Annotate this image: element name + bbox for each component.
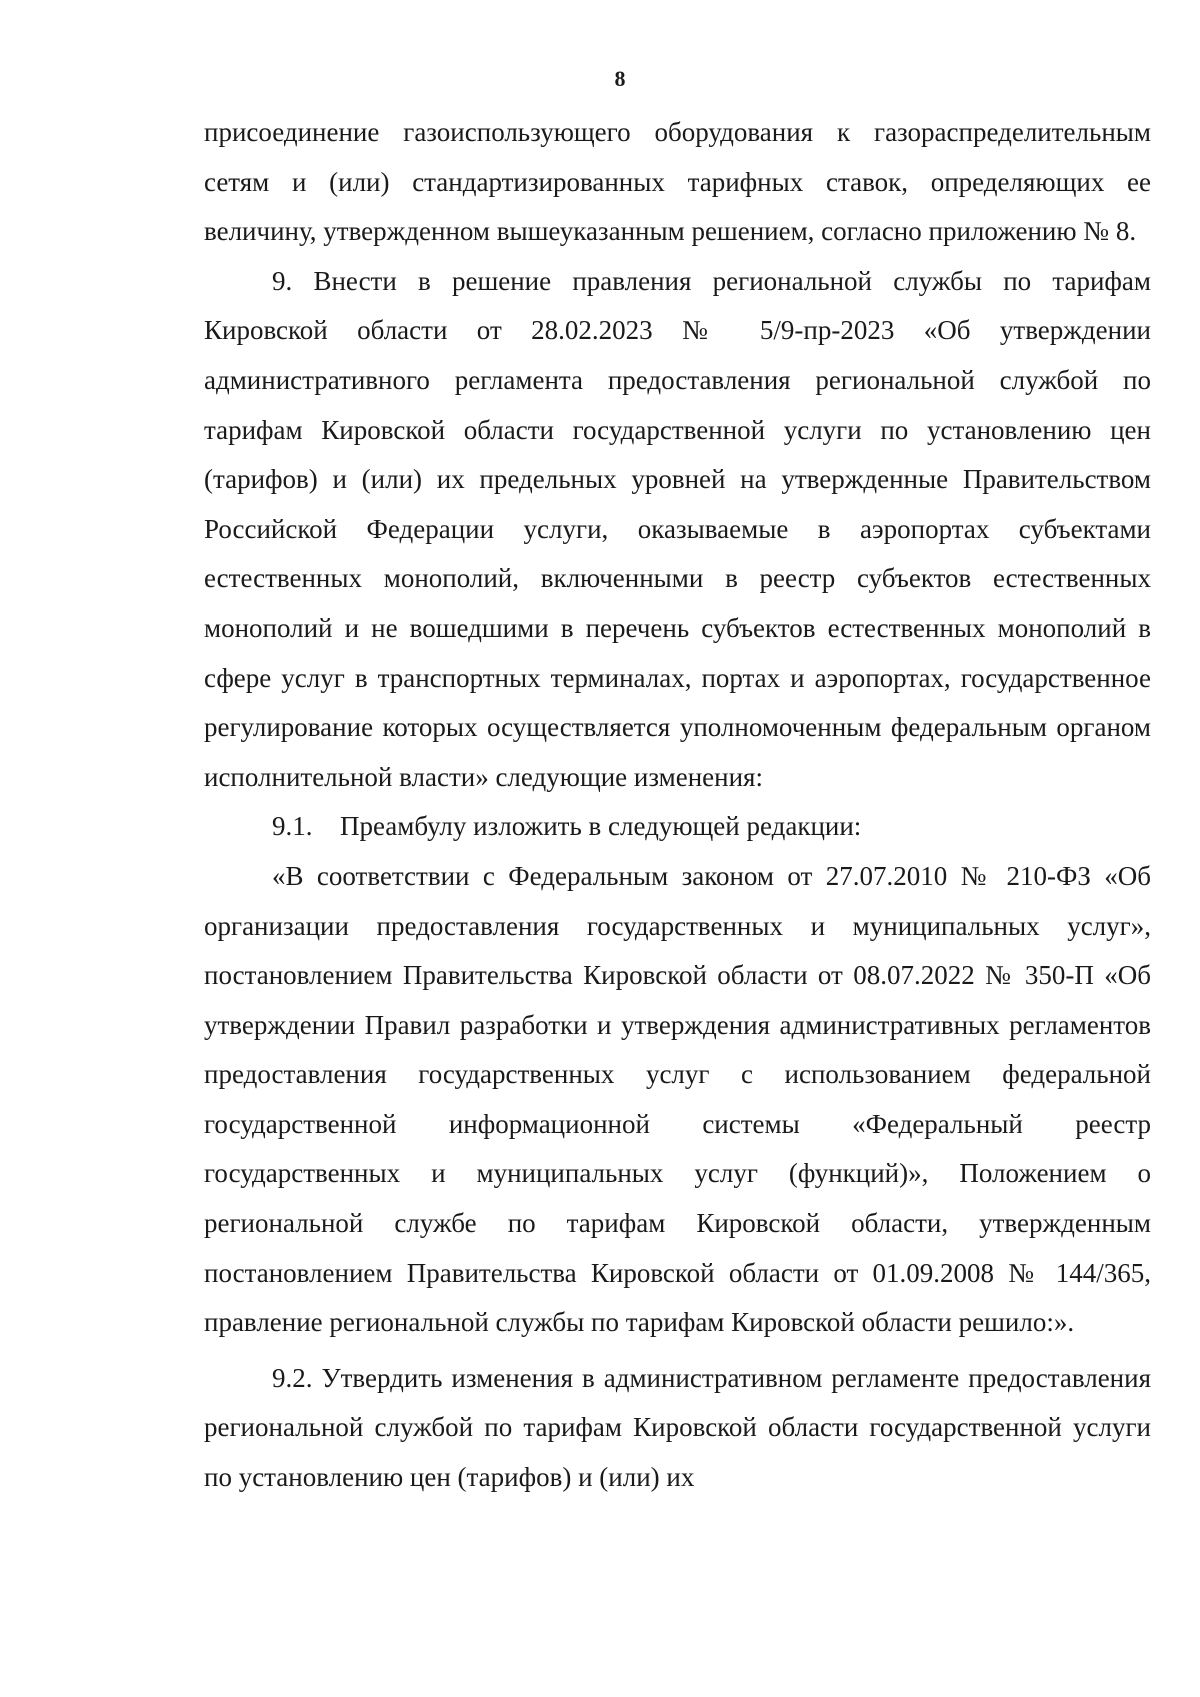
item-number-9-1: 9.1. <box>272 811 313 842</box>
paragraph-9: 9. Внести в решение правления региональной службы по тарифам Кировской области от 28.02.2023 № 5/9-пр-2023 «Об утверждении административного регламента предоставления региональной службой по тарифам Кировской области государственной услуги по установлению цен (тарифов) и (или) их предельных уровней на утвержденные Правительством Российской Федерации услуги, оказываемые в аэропортах субъектами естественных монополий, включенными в реестр субъектов естественных монополий и не вошедшими в перечень субъектов естественных монополий в сфере услуг в транспортных терминалах, портах и аэропортах, государственное регулирование которых осуществляется уполномоченным федеральным органом исполнительной власти» следующие изменения: <box>204 265 1151 792</box>
paragraph-9-1 <box>204 802 1151 852</box>
document-body <box>204 108 1151 1503</box>
paragraph-preamble: «В соответствии с Федеральным законом от 27.07.2010 № 210-ФЗ «Об организации предоставления государственных и муниципальных услуг», постановлением Правительства Кировской области от 08.07.2022 № 350-П «Об утверждении Правил разработки и утверждения административных регламентов предоставления государственных услуг с использованием федеральной государственной информационной системы «Федеральный реестр государственных и муниципальных услуг (функций)», Положением о региональной службе по тарифам Кировской области, утвержденным постановлением Правительства Кировской области от 01.09.2008 № 144/365, правление региональной службы по тарифам Кировской области решило:». <box>204 860 1151 1338</box>
paragraph-continuation: присоединение газоиспользующего оборудования к газораспределительным сетям и (или) стандартизированных тарифных ставок, определяющих ее величину, утвержденном вышеуказанным решением, согласно приложению № 8. <box>204 117 1151 247</box>
item-text-9-1: Преамбулу изложить в следующей редакции: <box>340 811 862 842</box>
item-text-9-2: Утвердить изменения в административном регламенте предоставления региональной службой по тарифам Кировской области государственной услуги по установлению цен (тарифов) и (или) их <box>204 1362 1151 1493</box>
item-number-9-2: 9.2. <box>272 1362 313 1393</box>
paragraph-9-2 <box>204 1354 1151 1503</box>
page-number: 8 <box>614 66 626 91</box>
